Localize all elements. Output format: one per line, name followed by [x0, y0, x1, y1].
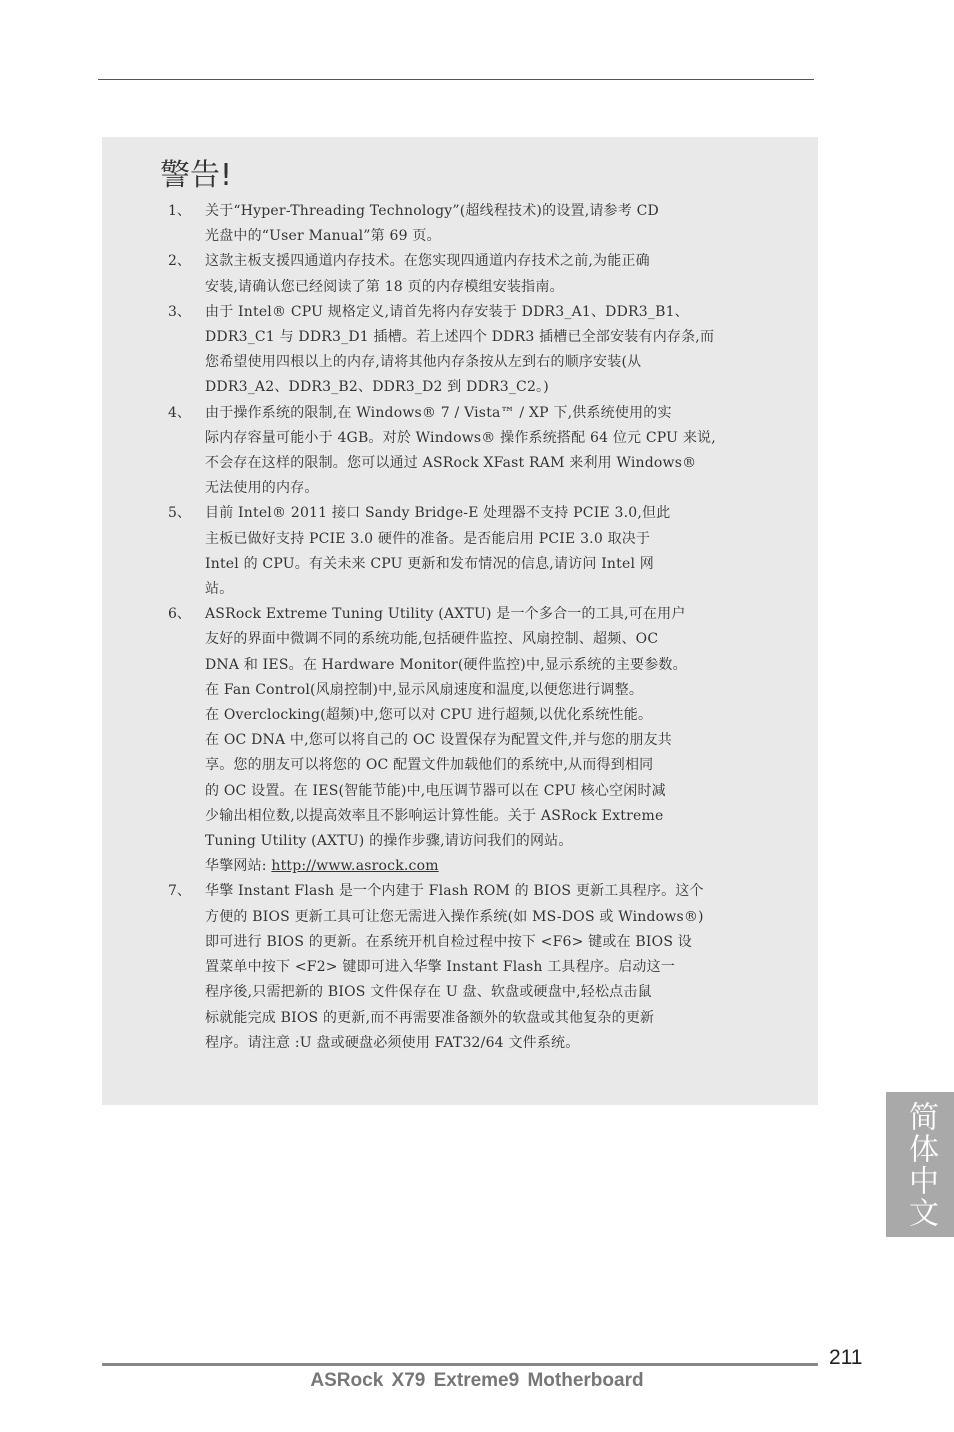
warning-item-line: 置菜单中按下 <F2> 键即可进入华擎 Instant Flash 工具程序。启动这一: [205, 959, 676, 976]
warning-item-number: 4、: [168, 404, 191, 421]
warning-item-line: 华擎 Instant Flash 是一个内建于 Flash ROM 的 BIOS 更新工具程序。这个: [205, 883, 704, 900]
warning-item: [168, 199, 752, 249]
warning-item-number: 2、: [168, 253, 191, 270]
warning-item-line: 由于操作系统的限制,在 Windows® 7 / Vista™ / XP 下,供系统使用的实: [205, 404, 672, 421]
warning-title: 警告!: [160, 158, 233, 193]
warning-item-line: Tuning Utility (AXTU) 的操作步骤,请访问我们的网站。: [205, 833, 573, 850]
warning-item-line: ASRock Extreme Tuning Utility (AXTU) 是一个多合一的工具,可在用户: [205, 606, 686, 623]
warning-item-line: 即可进行 BIOS 的更新。在系统开机自检过程中按下 <F6> 键或在 BIOS 设: [205, 933, 692, 950]
page-number: 211: [829, 1346, 863, 1369]
warning-item-line: 关于“Hyper-Threading Technology”(超线程技术)的设置,请参考 CD: [205, 203, 659, 219]
footer-title: ASRock X79 Extreme9 Motherboard: [310, 1370, 644, 1391]
warning-item-line: 在 Overclocking(超频)中,您可以对 CPU 进行超频,以优化系统性能。: [205, 707, 653, 724]
website-label: 华擎网站:: [205, 858, 272, 875]
warning-item: [168, 879, 752, 1055]
warning-item-line: 无法使用的内存。: [205, 480, 319, 497]
warning-item: [168, 300, 752, 401]
warning-item-line: 标就能完成 BIOS 的更新,而不再需要准备额外的软盘或其他复杂的更新: [205, 1009, 655, 1026]
warning-item-number: 1、: [168, 203, 191, 219]
website-line: [205, 854, 752, 879]
warning-item-line: 您希望使用四根以上的内存,请将其他内存条按从左到右的顺序安装(从: [205, 354, 642, 371]
warning-item-line: 程序。请注意 :U 盘或硬盘必须使用 FAT32/64 文件系统。: [205, 1034, 580, 1051]
warning-item: [168, 249, 752, 299]
warning-item-line: DDR3_A2、DDR3_B2、DDR3_D2 到 DDR3_C2。): [205, 379, 549, 396]
warning-item-number: 5、: [168, 505, 191, 522]
warning-item-line: 的 OC 设置。在 IES(智能节能)中,电压调节器可以在 CPU 核心空闲时减: [205, 782, 666, 799]
warning-list: [168, 199, 752, 1056]
warning-item-number: 6、: [168, 606, 191, 623]
warning-item-number: 7、: [168, 883, 191, 900]
warning-item-line: 在 Fan Control(风扇控制)中,显示风扇速度和温度,以便您进行调整。: [205, 681, 644, 698]
warning-item-line: 享。您的朋友可以将您的 OC 配置文件加载他们的系统中,从而得到相同: [205, 757, 654, 774]
warning-item-line: 际内存容量可能小于 4GB。对於 Windows® 操作系统搭配 64 位元 CPU 来说,: [205, 429, 716, 446]
warning-item-line: 这款主板支援四通道内存技术。在您实现四通道内存技术之前,为能正确: [205, 253, 650, 270]
warning-item-line: Intel 的 CPU。有关未来 CPU 更新和发布情况的信息,请访问 Intel 网: [205, 555, 654, 572]
warning-item-line: DNA 和 IES。在 Hardware Monitor(硬件监控)中,显示系统的主要参数。: [205, 656, 687, 673]
warning-item-line: 安装,请确认您已经阅读了第 18 页的内存模组安装指南。: [205, 278, 564, 295]
warning-item-line: 由于 Intel® CPU 规格定义,请首先将内存安装于 DDR3_A1、DDR3_B1、: [205, 303, 689, 320]
warning-item-line: 主板已做好支持 PCIE 3.0 硬件的准备。是否能启用 PCIE 3.0 取决于: [205, 530, 651, 547]
warning-item: [168, 602, 752, 879]
warning-item-line: DDR3_C1 与 DDR3_D1 插槽。若上述四个 DDR3 插槽已全部安装有内存条,而: [205, 329, 715, 346]
warning-box: [102, 137, 818, 1105]
warning-item-line: 方便的 BIOS 更新工具可让您无需进入操作系统(如 MS-DOS 或 Windows®): [205, 908, 704, 925]
warning-item-line: 在 OC DNA 中,您可以将自己的 OC 设置保存为配置文件,并与您的朋友共: [205, 732, 672, 749]
warning-item-line: 不会存在这样的限制。您可以通过 ASRock XFast RAM 来利用 Windows®: [205, 455, 697, 472]
warning-item-line: 程序後,只需把新的 BIOS 文件保存在 U 盘、软盘或硬盘中,轻松点击鼠: [205, 984, 652, 1001]
warning-item-line: 少输出相位数,以提高效率且不影响运计算性能。关于 ASRock Extreme: [205, 807, 664, 824]
warning-item-line: 光盘中的“User Manual”第 69 页。: [205, 228, 441, 245]
website-link[interactable]: http://www.asrock.com: [271, 858, 439, 875]
warning-item-line: 站。: [205, 581, 234, 598]
warning-item: [168, 501, 752, 602]
warning-item-line: 目前 Intel® 2011 接口 Sandy Bridge-E 处理器不支持 PCIE 3.0,但此: [205, 505, 671, 522]
warning-item-number: 3、: [168, 303, 191, 320]
language-tab: [886, 1092, 954, 1237]
warning-item: [168, 401, 752, 502]
footer-rule: [102, 1363, 818, 1366]
header-rule: [98, 79, 814, 80]
language-tab-label: 简体中文: [903, 1100, 938, 1229]
warning-item-line: 友好的界面中微调不同的系统功能,包括硬件监控、风扇控制、超频、OC: [205, 631, 659, 648]
